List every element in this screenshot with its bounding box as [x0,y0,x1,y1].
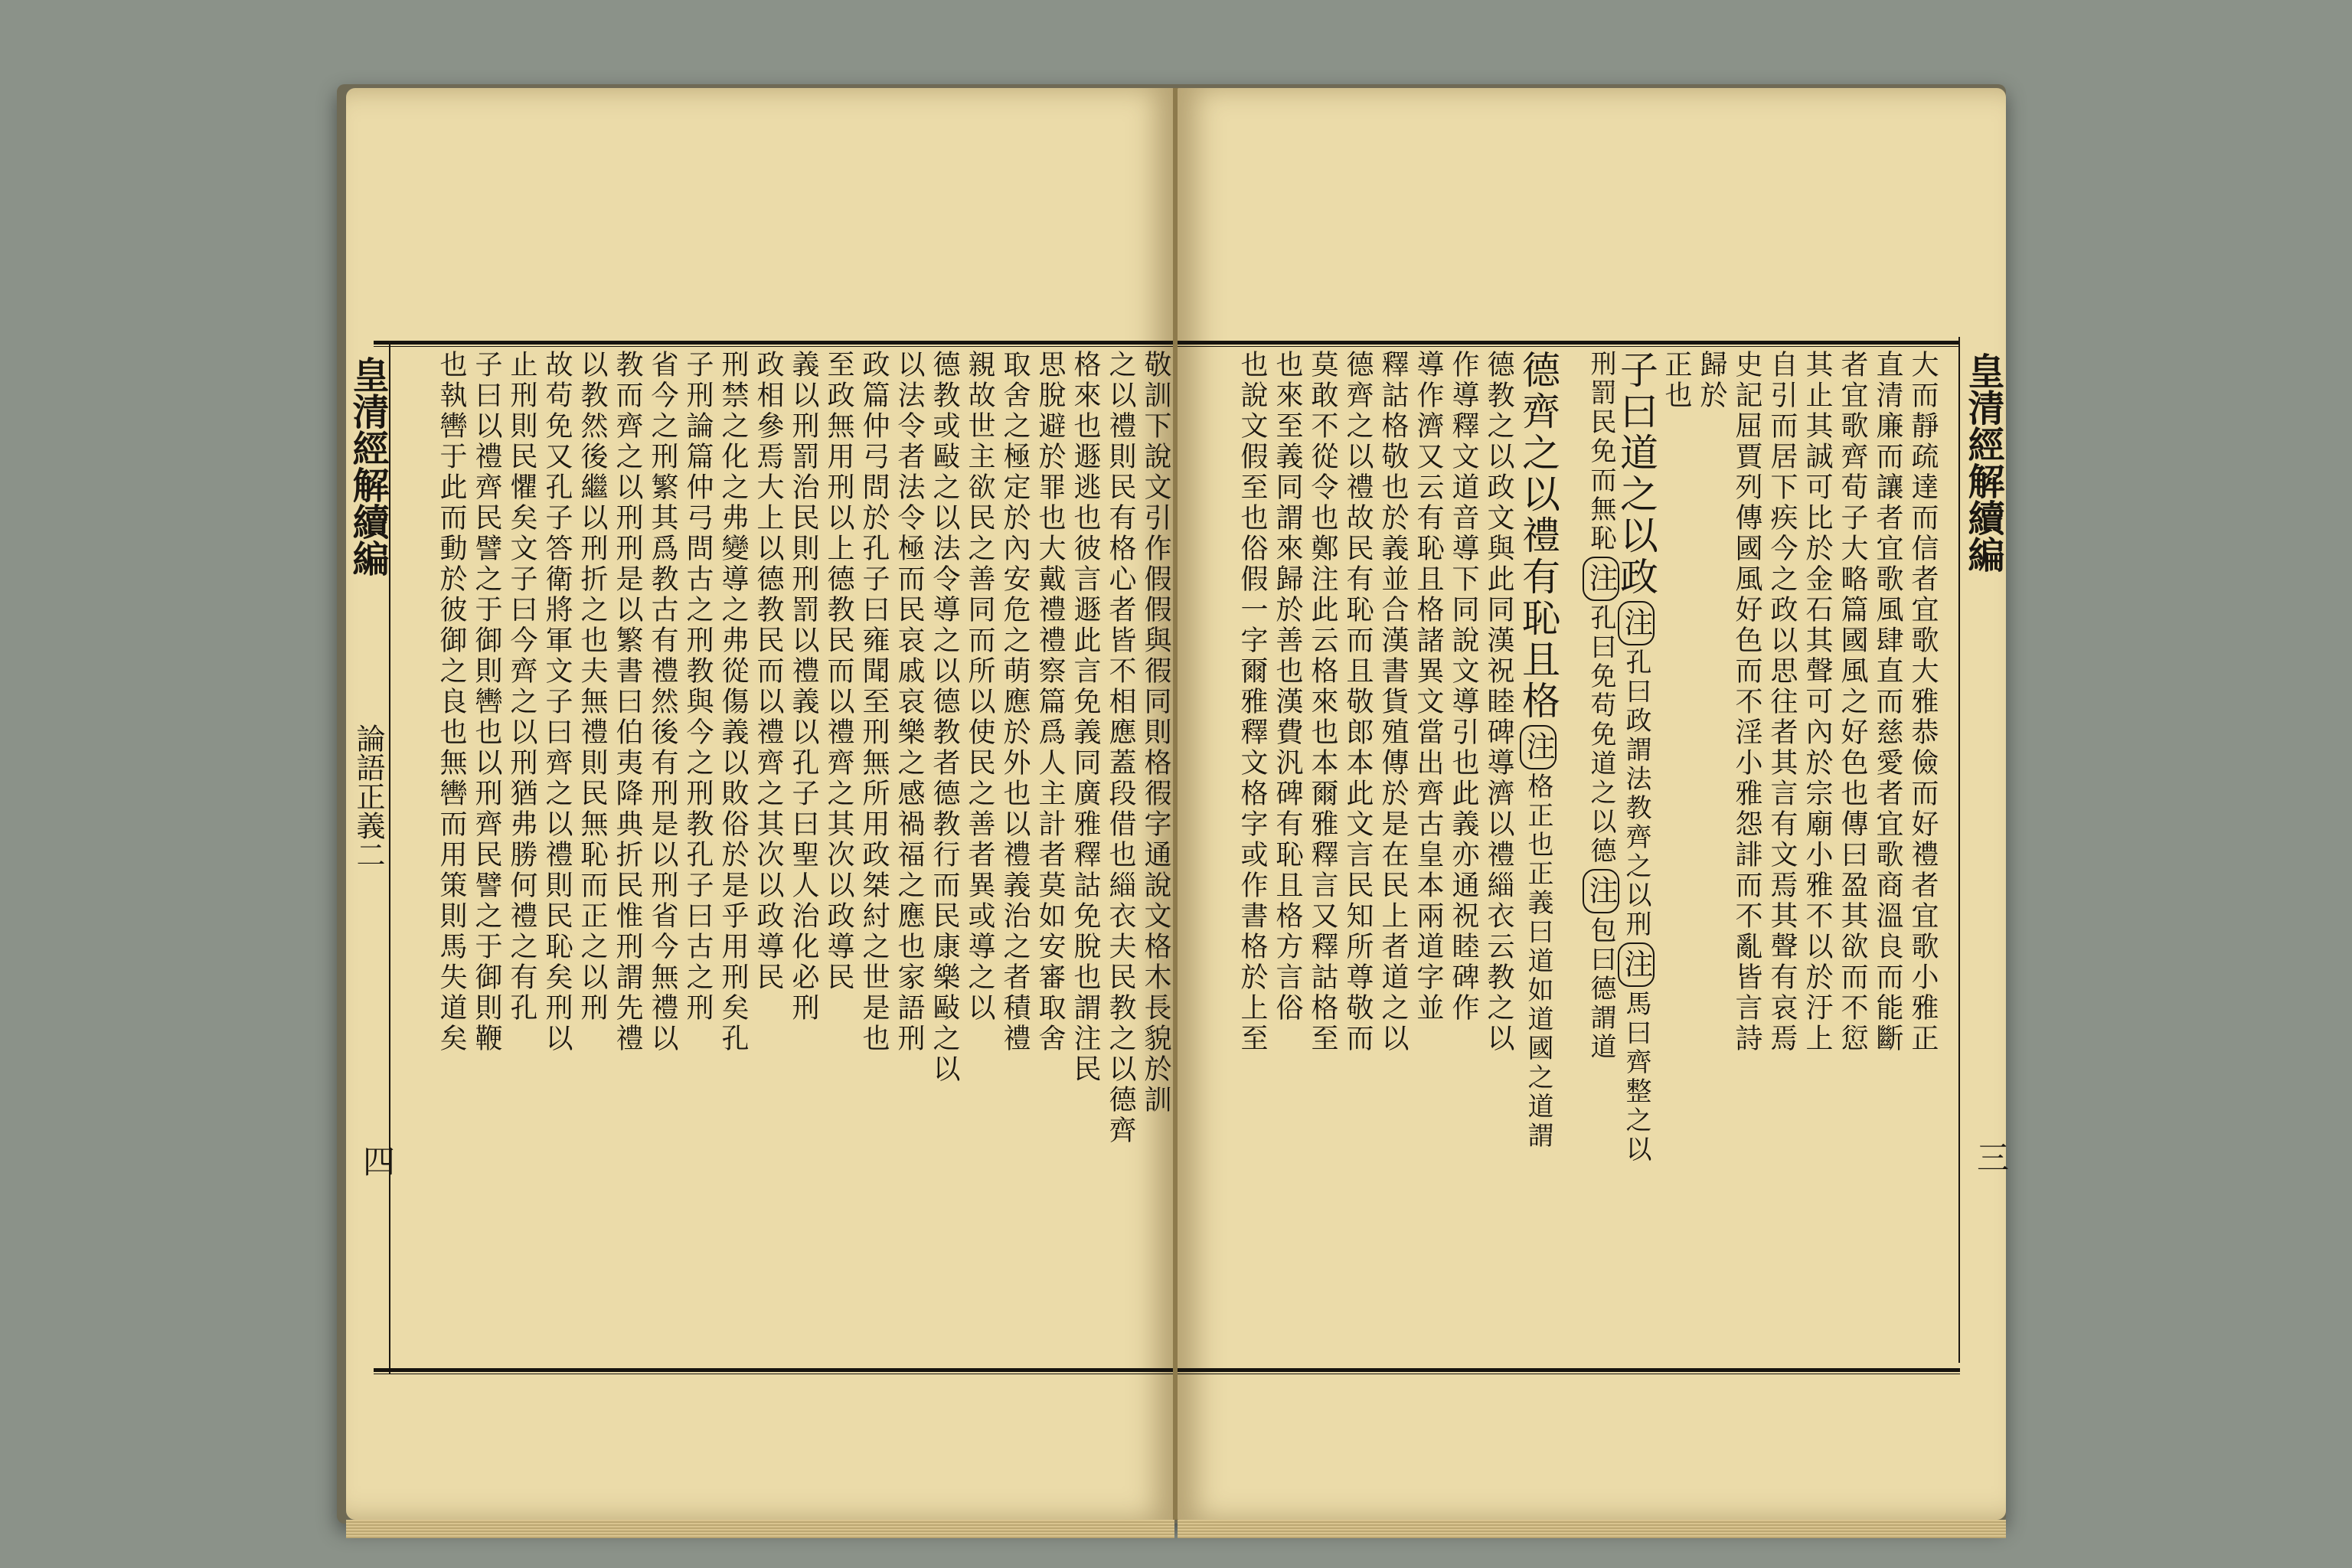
commentary-note: 包曰德謂道 [1586,916,1616,1062]
commentary-column: 直清廉而讓者宜歌風肆直而慈愛者宜歌商溫良而能斷 [1872,350,1903,1054]
note-marker: 注 [1583,869,1619,913]
text-column: 政篇仲弓問於孔子曰雍聞至刑無所用政桀紂之世是也 [858,350,890,1054]
commentary-column: 莫敢不從令也鄭注此云格來也本爾雅釋言又釋詁格至 [1307,350,1338,1054]
page-edge-left [346,1520,1174,1538]
text-column: 親故世主欲民之善同而所以使民之善者異或導之以 [964,350,995,1024]
left-page-text [392,350,1173,1361]
commentary-note: 孔曰免苟免道之以德 [1586,604,1616,866]
text-column: 格來也遯逃也彼言遯此言免義同廣雅釋詁免脫也謂注民 [1070,350,1101,1085]
text-column: 教而齊之以刑刑是以繁書曰伯夷降典折民惟刑謂先禮 [612,350,643,1054]
text-column: 敬訓下說文引作假假與徦同則格徦字通說文格木長貌於訓 [1140,350,1171,1116]
commentary-column: 德教之以政文與此同漢祝睦碑導濟以禮緇衣云教之以 [1483,350,1514,1054]
gutter-page-number: 四 [358,1145,396,1177]
right-page-gutter-strip [1958,337,2010,1363]
commentary-column: 正也 [1661,350,1692,411]
note-marker: 注 [1618,601,1655,645]
right-page-text [1182,350,1940,1361]
text-column: 止刑則民懼矣文子曰今齊之以刑猶弗勝何禮之有孔 [506,350,537,1024]
main-text-column [1516,350,1560,1361]
left-page-gutter-strip [346,341,396,1374]
right-page [1178,88,2010,1520]
main-text: 子曰道之以政 [1614,350,1658,598]
text-column: 刑禁之化之弗變導之弗從傷義以敗俗於是乎用刑矣孔 [717,350,749,1054]
note-marker: 注 [1520,725,1557,769]
commentary-column: 作導釋文道音導下同說文導引也此義亦通祝睦碑作 [1448,350,1479,1024]
main-text: 德齊之以禮有恥且格 [1516,350,1560,722]
text-column: 子刑論篇仲弓問古之刑教與今之刑教孔子曰古之刑 [682,350,714,1024]
text-column: 取舍之極定於內安危之萌應於外也以禮義治之者積禮 [999,350,1031,1054]
gutter-page-number: 三 [1972,1141,2010,1173]
text-column: 之以禮則民有格心者皆不相應蓋段借也緇衣夫民教之以德齊 [1105,350,1136,1146]
commentary-column: 歸於 [1696,350,1727,411]
commentary-column: 導作濟又云有恥且格諸異文當出齊古皇本兩道字並 [1413,350,1444,1024]
text-column: 子曰以禮齊民譬之于御則轡也以刑齊民譬之于御則鞭 [471,350,502,1054]
commentary-note: 馬曰齊整之以 [1621,990,1651,1165]
commentary-note: 刑罰民免而無恥 [1586,350,1616,554]
commentary-column: 史記屈賈列傳國風好色而不淫小雅怨誹而不亂皆言詩 [1731,350,1762,1054]
top-rule [1178,341,1960,347]
text-column: 也執轡于此而動於彼御之良也無轡而用策則馬失道矣 [436,350,467,1054]
commentary-note: 孔曰政謂法教齊之以刑 [1621,648,1651,939]
commentary-column: 自引而居下疾今之政以思往者其言有文焉其聲有哀焉 [1766,350,1798,1054]
note-marker: 注 [1618,942,1655,987]
commentary-column: 也說文假至也俗假一字爾雅釋文格字或作書格於上至 [1236,350,1268,1054]
bottom-rule [374,1368,1176,1374]
text-column: 政相參焉大上以德教民而以禮齊之其次以政導民 [753,350,784,993]
commentary-note: 格正也正義曰道如道國之道謂 [1523,773,1553,1151]
note-marker: 注 [1583,557,1619,601]
commentary-column: 者宜歌齊荀子大略篇國風之好色也傳曰盈其欲而不愆 [1837,350,1868,1054]
commentary-column: 也來至義同謂來歸於善也漢費汎碑有恥且格方言俗 [1272,350,1303,1024]
text-column: 故苟免又孔子答衛將軍文子曰齊之以禮則民恥矣刑以 [541,350,573,1054]
text-column: 義以刑罰治民則刑罰以禮義以孔子曰聖人治化必刑 [788,350,819,1024]
gutter-book-title: 皇清經解續編 [346,356,389,577]
commentary-column: 其止其誠可比於金石其聲可內於宗廟小雅不以於汙上 [1802,350,1833,1054]
commentary-column: 釋詁格敬也於義並合漢書貨殖傳於是在民上者道之以 [1377,350,1409,1054]
gutter-book-title: 皇清經解續編 [1962,352,2004,573]
text-column: 德教或敺之以法令導之以德教者德教行而民康樂敺之以 [929,350,960,1085]
text-column: 至政無用刑以上德教民而以禮齊之其次以政導民 [823,350,854,993]
bottom-rule [1178,1368,1960,1374]
main-text-column [1614,350,1658,1361]
text-column: 以教然後繼以刑折之也夫無禮則民無恥而正之以刑 [577,350,608,1024]
main-text-column [1560,350,1618,1361]
gutter-chapter-title: 論語正義二 [351,724,385,869]
page-edge-right [1178,1520,2006,1538]
text-column: 省今之刑繁其爲教古有禮然後有刑是以刑省今無禮以 [647,350,678,1054]
top-rule [374,341,1176,347]
commentary-column: 大而靜疏達而信者宜歌大雅恭儉而好禮者宜歌小雅正 [1907,350,1939,1054]
text-column: 以法令者法令極而民哀戚哀樂之感禍福之應也家語刑 [893,350,925,1054]
commentary-column: 德齊之以禮故民有恥而且敬郎本此文言民知所尊敬而 [1342,350,1374,1054]
text-column: 思脫避於罪也大戴禮禮察篇爲人主計者莫如安審取舍 [1034,350,1066,1054]
left-page [346,88,1174,1520]
